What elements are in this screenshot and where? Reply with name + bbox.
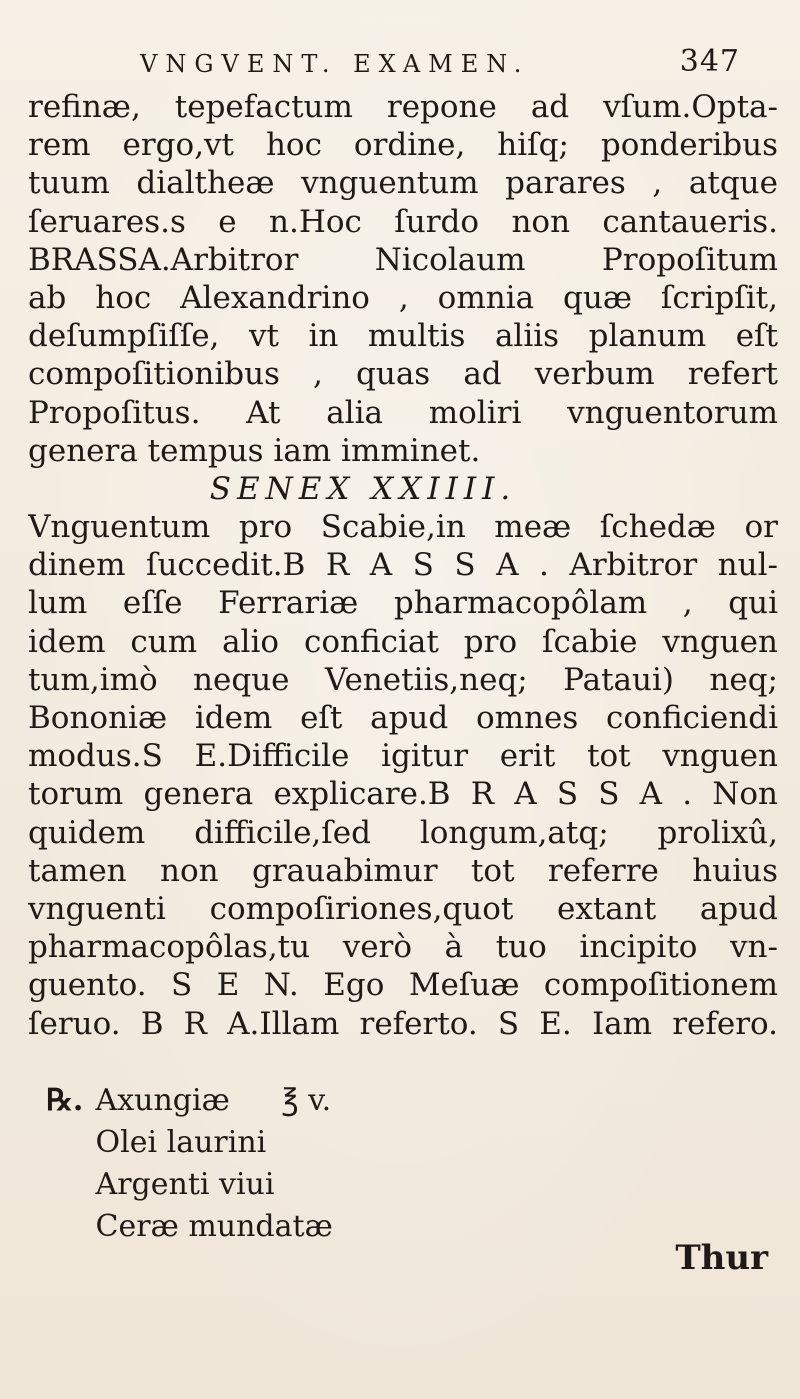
recipe-list [46, 1080, 546, 1248]
ingredient-name: Olei laurini [95, 1125, 267, 1160]
ingredient-amount: ℥ v. [281, 1083, 332, 1118]
text-line: dinem ſuccedit.B R A S S A . Arbitror nul- [28, 547, 778, 584]
ingredient-name: Ceræ mundatæ [95, 1209, 333, 1244]
section-heading: SENEX XXIIII. [209, 470, 517, 507]
text-line: torum genera explicare.B R A S S A . Non [28, 776, 778, 813]
ingredient-name: Axungiæ [95, 1083, 230, 1118]
text-line: Propoſitus. At alia moliri vnguentorum [28, 394, 778, 431]
text-line: pharmacopôlas,tu verò à tuo incipito vn- [28, 929, 778, 966]
text-line: rem ergo,vt hoc ordine, hiſq; ponderibus [28, 127, 778, 164]
text-line: genera tempus iam imminet. [28, 432, 481, 469]
catchword: Thur [675, 1238, 768, 1278]
running-head: VNGVENT. EXAMEN. [140, 50, 530, 78]
text-line: modus.S E.Difficile igitur erit tot vnguen [28, 738, 778, 775]
text-line: refinæ, tepefactum repone ad vſum.Opta- [28, 89, 778, 125]
page-number: 347 [679, 44, 740, 79]
text-line: lum eſſe Ferrariæ pharmacopôlam , qui [28, 585, 778, 622]
recipe-item [46, 1080, 546, 1122]
recipe-item [46, 1122, 546, 1164]
text-line: compoſitionibus , quas ad verbum refert [28, 356, 778, 393]
recipe-symbol: ℞. [46, 1083, 84, 1118]
text-line: tamen non grauabimur tot referre huius [28, 852, 778, 889]
text-line: tum,imò neque Venetiis,neq; Pataui) neq; [28, 661, 778, 698]
text-line: deſumpſiſſe, vt in multis aliis planum eſt [28, 318, 778, 355]
text-line: idem cum alio conficiat pro ſcabie vnguen [28, 623, 778, 660]
text-line: ſeruo. B R A.Illam referto. S E. Iam refero. [28, 1005, 778, 1042]
text-line: Bononiæ idem eſt apud omnes conficiendi [28, 700, 778, 736]
text-line: ſeruares.s e n.Hoc ſurdo non cantaueris. [28, 203, 778, 240]
text-line: quidem difficile,ſed longum,atq; prolixû, [28, 814, 778, 851]
text-body [28, 88, 778, 1043]
ingredient-name: Argenti viui [95, 1167, 275, 1202]
text-line: tuum dialtheæ vnguentum parares , atque [28, 165, 778, 202]
text-line: ab hoc Alexandrino , omnia quæ ſcripſit, [28, 279, 778, 316]
text-line: BRASSA.Arbitror Nicolaum Propoſitum [28, 241, 778, 278]
text-line: vnguenti compoſiriones,quot extant apud [28, 890, 778, 927]
page-header [140, 44, 740, 84]
recipe-item [46, 1206, 546, 1248]
text-line: Vnguentum pro Scabie,in meæ ſchedæ or [28, 509, 778, 546]
recipe-item [46, 1164, 546, 1206]
text-line: guento. S E N. Ego Meſuæ compoſitionem [28, 967, 778, 1004]
